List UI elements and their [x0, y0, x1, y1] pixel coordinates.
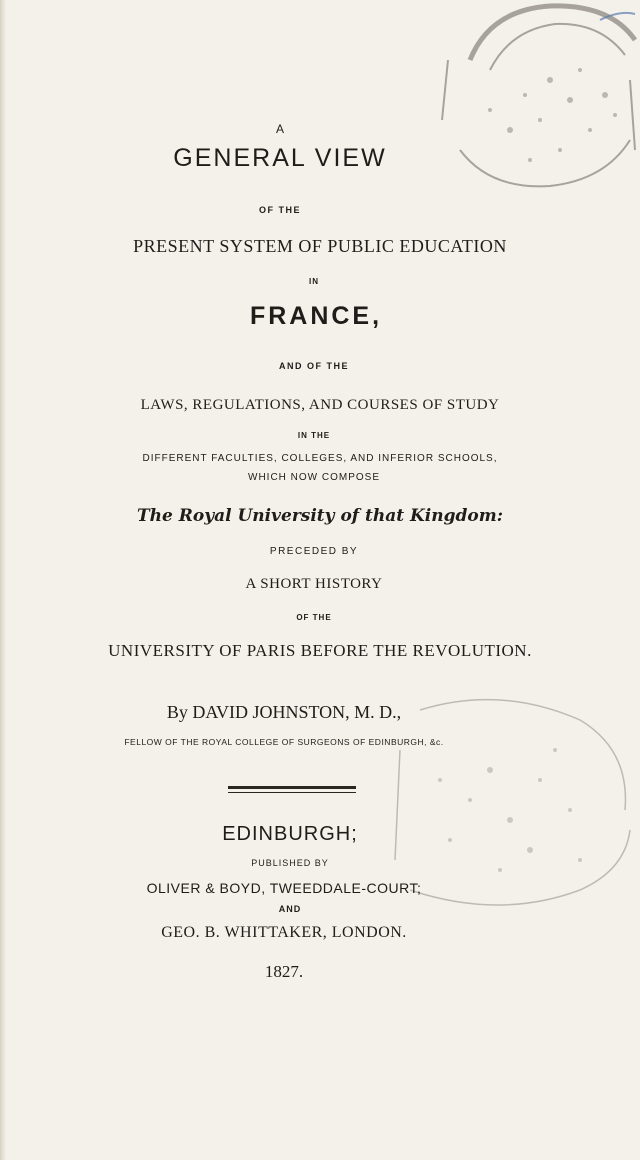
divider-thick: [228, 786, 356, 789]
main-title: GENERAL VIEW: [173, 144, 387, 172]
fellow-line: FELLOW OF THE ROYAL COLLEGE OF SURGEONS OF EDINBURGH, &c.: [124, 737, 444, 747]
preceded-by-line: PRECEDED BY: [269, 546, 359, 557]
year-line: 1827.: [264, 962, 304, 981]
and-line: AND: [278, 904, 302, 914]
divider-thin: [228, 792, 356, 793]
and-of-the-line: AND OF THE: [279, 361, 349, 371]
subtitle: PRESENT SYSTEM OF PUBLIC EDUCATION: [133, 236, 507, 256]
of-the-line-2: OF THE: [296, 613, 332, 622]
publisher-line: OLIVER & BOYD, TWEEDDALE-COURT;: [146, 880, 422, 896]
author-line: By DAVID JOHNSTON, M. D.,: [166, 702, 402, 722]
university-line: UNIVERSITY OF PARIS BEFORE THE REVOLUTION.: [108, 641, 532, 660]
faculties-line: DIFFERENT FACULTIES, COLLEGES, AND INFERIOR SCHOOLS,: [142, 453, 498, 464]
title-article: A: [275, 122, 284, 136]
london-line: GEO. B. WHITTAKER, LONDON.: [161, 924, 407, 941]
in-line: IN: [309, 277, 319, 286]
history-line: A SHORT HISTORY: [245, 576, 383, 592]
published-by-line: PUBLISHED BY: [251, 858, 329, 868]
which-line: WHICH NOW COMPOSE: [248, 472, 380, 483]
of-the-line: OF THE: [259, 205, 301, 215]
in-the-line: IN THE: [297, 431, 331, 440]
country-title: FRANCE,: [249, 302, 383, 330]
gothic-line: The Royal University of that Kingdom:: [137, 506, 503, 526]
laws-line: LAWS, REGULATIONS, AND COURSES OF STUDY: [140, 397, 500, 413]
city-line: EDINBURGH;: [222, 823, 358, 845]
